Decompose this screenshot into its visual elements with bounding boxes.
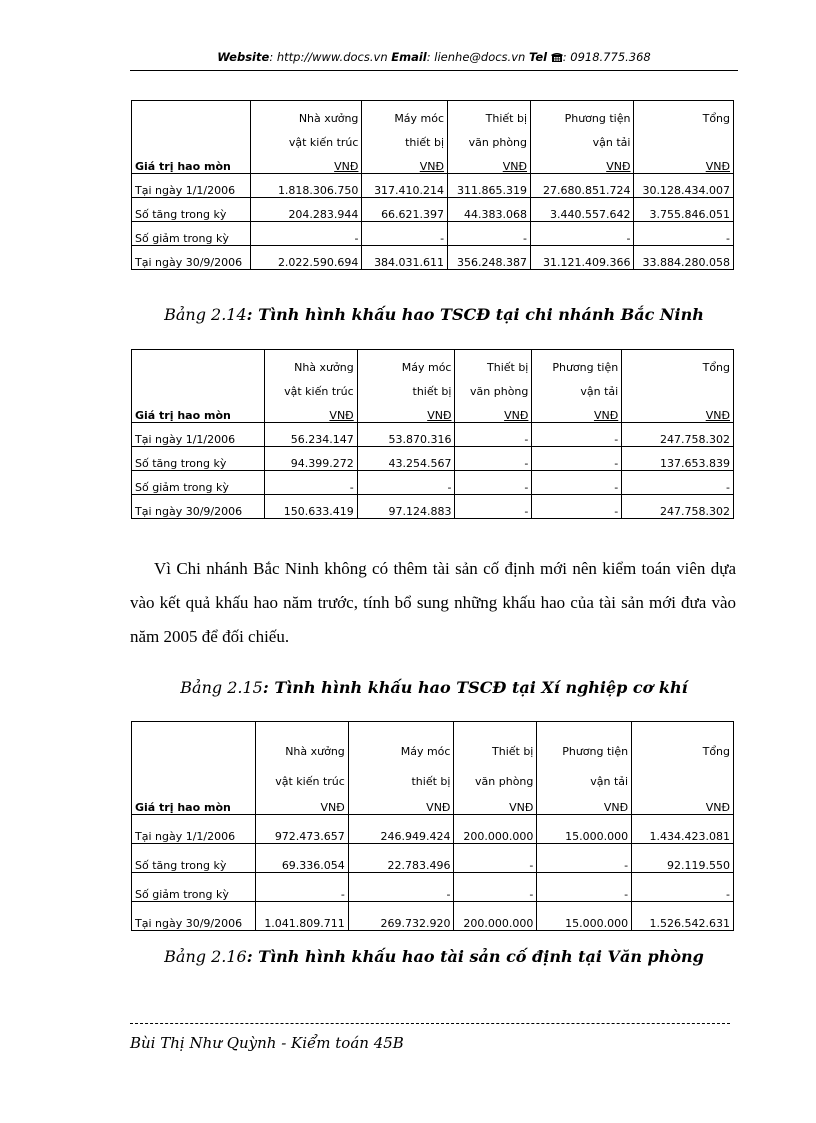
table-header-row (132, 125, 734, 149)
table-cell: 200.000.000 (454, 815, 537, 844)
depreciation-table-2 (131, 349, 734, 519)
corner-cell (132, 350, 265, 375)
unit-label: VNĐ (632, 788, 734, 815)
row-label: Tại ngày 1/1/2006 (132, 174, 251, 198)
table-cell: - (632, 873, 734, 902)
row-label: Tại ngày 1/1/2006 (132, 815, 256, 844)
table-cell: 3.440.557.642 (531, 198, 634, 222)
unit-label: VNĐ (264, 398, 357, 423)
row-label: Số giảm trong kỳ (132, 873, 256, 902)
unit-label: VNĐ (531, 149, 634, 174)
table-cell: - (532, 471, 622, 495)
table-cell: 31.121.409.366 (531, 246, 634, 270)
table-header-row (132, 350, 734, 375)
table-cell: - (362, 222, 448, 246)
table-header-row (132, 374, 734, 398)
caption-title: : Tình hình khấu hao TSCĐ tại Xí nghiệp cơ khí (262, 678, 688, 697)
table-row (132, 423, 734, 447)
website-url[interactable]: : http://www.docs.vn (269, 50, 388, 64)
table-cell: 22.783.496 (348, 844, 454, 873)
table-row (132, 471, 734, 495)
table-cell: 137.653.839 (622, 447, 734, 471)
table-cell: 2.022.590.694 (251, 246, 362, 270)
table-header-row (132, 149, 734, 174)
corner-cell (132, 374, 265, 398)
table-cell: 1.041.809.711 (255, 902, 348, 931)
table-cell: 972.473.657 (255, 815, 348, 844)
caption-number: Bảng 2.15 (180, 678, 263, 697)
depreciation-table-1 (131, 100, 734, 270)
table-cell: 92.119.550 (632, 844, 734, 873)
email-address[interactable]: : lienhe@docs.vn (426, 50, 526, 64)
row-label: Tại ngày 30/9/2006 (132, 495, 265, 519)
table-cell: - (357, 471, 455, 495)
caption-number: Bảng 2.16 (164, 947, 247, 966)
column-header: Tổng (622, 350, 734, 375)
table-header-row (132, 722, 734, 759)
table-cell: - (622, 471, 734, 495)
unit-label: VNĐ (454, 788, 537, 815)
column-header: Nhà xưởng (264, 350, 357, 375)
footer-divider (130, 1023, 730, 1024)
column-header: Máy móc (348, 722, 454, 759)
column-header: Thiết bị (448, 101, 531, 126)
table-cell: 44.383.068 (448, 198, 531, 222)
column-header: Máy móc (362, 101, 448, 126)
table-cell: 33.884.280.058 (634, 246, 734, 270)
column-header: văn phòng (455, 374, 532, 398)
table-cell: 94.399.272 (264, 447, 357, 471)
unit-label: VNĐ (251, 149, 362, 174)
table-cell: - (251, 222, 362, 246)
table-row (132, 198, 734, 222)
unit-label: VNĐ (634, 149, 734, 174)
table-cell: 1.434.423.081 (632, 815, 734, 844)
footer-author: Bùi Thị Như Quỳnh - Kiểm toán 45B (130, 1034, 404, 1052)
table-cell: 27.680.851.724 (531, 174, 634, 198)
table-cell: - (537, 873, 632, 902)
table-cell: 204.283.944 (251, 198, 362, 222)
table-row (132, 222, 734, 246)
table-cell: - (455, 495, 532, 519)
table-cell: - (264, 471, 357, 495)
table-cell: 247.758.302 (622, 423, 734, 447)
table-cell: 3.755.846.051 (634, 198, 734, 222)
column-header: thiết bị (357, 374, 455, 398)
table-header-row (132, 101, 734, 126)
caption-number: Bảng 2.14 (164, 305, 247, 324)
column-header: vật kiến trúc (264, 374, 357, 398)
table-row (132, 815, 734, 844)
table-cell: - (532, 447, 622, 471)
column-header: vận tải (532, 374, 622, 398)
row-label: Tại ngày 30/9/2006 (132, 902, 256, 931)
table-cell: - (537, 844, 632, 873)
table-cell: 66.621.397 (362, 198, 448, 222)
table-row (132, 873, 734, 902)
column-header: Phương tiện (531, 101, 634, 126)
column-header: văn phòng (454, 758, 537, 788)
tel-label: Tel (528, 50, 548, 64)
table-cell: - (455, 471, 532, 495)
table-cell: - (455, 447, 532, 471)
body-paragraph: Vì Chi nhánh Bắc Ninh không có thêm tài sản cố định mới nên kiểm toán viên dựa vào kết quả khấu hao năm trước, tính bổ sung những khấu hao của tài sản mới đưa vào năm 2005 để đối chiếu. (130, 559, 736, 646)
table-header-row (132, 758, 734, 788)
column-header: Nhà xưởng (251, 101, 362, 126)
phone-icon (551, 52, 563, 62)
table-cell: 56.234.147 (264, 423, 357, 447)
row-header: Giá trị hao mòn (132, 788, 256, 815)
table-cell: 356.248.387 (448, 246, 531, 270)
table-caption (130, 947, 738, 966)
table-cell: - (531, 222, 634, 246)
column-header: Tổng (632, 722, 734, 759)
table-header-row (132, 398, 734, 423)
table-cell: - (448, 222, 531, 246)
corner-cell (132, 722, 256, 759)
table-cell: 246.949.424 (348, 815, 454, 844)
row-label: Số tăng trong kỳ (132, 447, 265, 471)
table-cell: - (348, 873, 454, 902)
row-label: Số giảm trong kỳ (132, 471, 265, 495)
header-divider (130, 70, 738, 71)
table-cell: - (454, 873, 537, 902)
column-header: Máy móc (357, 350, 455, 375)
table-cell: 1.526.542.631 (632, 902, 734, 931)
depreciation-table-3 (131, 721, 734, 931)
column-header: vận tải (537, 758, 632, 788)
column-header (622, 374, 734, 398)
row-label: Tại ngày 30/9/2006 (132, 246, 251, 270)
website-label: Website (217, 50, 270, 64)
table-cell: 311.865.319 (448, 174, 531, 198)
table-cell: 317.410.214 (362, 174, 448, 198)
unit-label: VNĐ (357, 398, 455, 423)
column-header: vận tải (531, 125, 634, 149)
unit-label: VNĐ (448, 149, 531, 174)
table-cell: 384.031.611 (362, 246, 448, 270)
column-header: Tổng (634, 101, 734, 126)
row-header: Giá trị hao mòn (132, 149, 251, 174)
column-header: vật kiến trúc (255, 758, 348, 788)
column-header: Nhà xưởng (255, 722, 348, 759)
table-cell: 150.633.419 (264, 495, 357, 519)
table-cell: 15.000.000 (537, 902, 632, 931)
email-label: Email (391, 50, 427, 64)
column-header: Phương tiện (532, 350, 622, 375)
table-cell: - (255, 873, 348, 902)
unit-label: VNĐ (348, 788, 454, 815)
column-header: Thiết bị (455, 350, 532, 375)
column-header (632, 758, 734, 788)
unit-label: VNĐ (255, 788, 348, 815)
column-header: Thiết bị (454, 722, 537, 759)
table-cell: 30.128.434.007 (634, 174, 734, 198)
table-cell: 269.732.920 (348, 902, 454, 931)
column-header: văn phòng (448, 125, 531, 149)
row-label: Số giảm trong kỳ (132, 222, 251, 246)
unit-label: VNĐ (455, 398, 532, 423)
table-row (132, 902, 734, 931)
table-cell: - (532, 423, 622, 447)
row-label: Số tăng trong kỳ (132, 844, 256, 873)
table-cell: - (455, 423, 532, 447)
table-row (132, 844, 734, 873)
unit-label: VNĐ (537, 788, 632, 815)
table-row (132, 447, 734, 471)
unit-label: VNĐ (622, 398, 734, 423)
unit-label: VNĐ (532, 398, 622, 423)
row-label: Số tăng trong kỳ (132, 198, 251, 222)
table-cell: 200.000.000 (454, 902, 537, 931)
corner-cell (132, 758, 256, 788)
table-cell: 43.254.567 (357, 447, 455, 471)
table-row (132, 246, 734, 270)
tel-number: : 0918.775.368 (562, 50, 651, 64)
table-caption (130, 305, 738, 324)
table-cell: - (634, 222, 734, 246)
unit-label: VNĐ (362, 149, 448, 174)
corner-cell (132, 101, 251, 126)
table-header-row (132, 788, 734, 815)
table-row (132, 495, 734, 519)
column-header: thiết bị (348, 758, 454, 788)
row-header: Giá trị hao mòn (132, 398, 265, 423)
table-cell: 247.758.302 (622, 495, 734, 519)
table-caption (130, 678, 738, 697)
column-header: Phương tiện (537, 722, 632, 759)
column-header: vật kiến trúc (251, 125, 362, 149)
row-label: Tại ngày 1/1/2006 (132, 423, 265, 447)
table-cell: - (532, 495, 622, 519)
table-cell: 1.818.306.750 (251, 174, 362, 198)
table-cell: - (454, 844, 537, 873)
page-header (130, 50, 738, 64)
table-cell: 15.000.000 (537, 815, 632, 844)
table-row (132, 174, 734, 198)
table-cell: 53.870.316 (357, 423, 455, 447)
corner-cell (132, 125, 251, 149)
column-header (634, 125, 734, 149)
table-cell: 69.336.054 (255, 844, 348, 873)
caption-title: : Tình hình khấu hao TSCĐ tại chi nhánh Bắc Ninh (246, 305, 704, 324)
caption-title: : Tình hình khấu hao tài sản cố định tại Văn phòng (246, 947, 704, 966)
table-cell: 97.124.883 (357, 495, 455, 519)
column-header: thiết bị (362, 125, 448, 149)
